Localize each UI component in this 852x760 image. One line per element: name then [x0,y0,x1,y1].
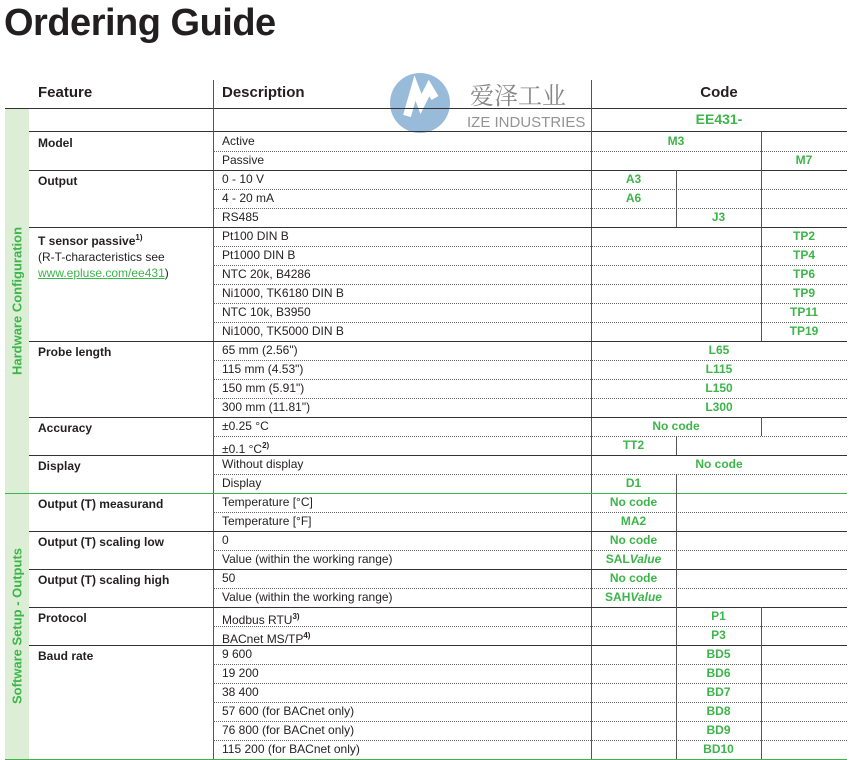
text: Pt1000 DIN B [222,248,296,262]
code-cell [591,474,676,493]
text: Value [630,590,662,604]
text: 300 mm (11.81") [222,400,311,414]
code-column-divider [761,265,762,284]
code-column-divider [761,626,762,645]
text: 9 600 [222,647,253,661]
description-cell [222,360,587,379]
text: BD6 [706,666,731,680]
feature-label [38,135,210,151]
description-cell [222,246,587,265]
code-cell [761,246,847,265]
code-cell [591,550,676,569]
text: TP6 [792,267,815,281]
code-cell [761,664,847,683]
code-column-divider [761,645,762,664]
text: A3 [625,172,642,186]
description-cell [222,702,587,721]
code-cell [591,436,676,455]
code-column-divider [676,626,677,645]
text: 4 - 20 mA [222,191,275,205]
text: SAH [605,590,631,604]
text: Modbus RTU [222,613,293,627]
text: BD9 [706,723,731,737]
text: Without display [222,457,304,471]
feature-label [38,572,210,588]
code-column-divider [676,512,677,531]
text: L300 [705,400,733,414]
code-cell [591,151,761,170]
description-cell [222,170,587,189]
code-cell [591,208,676,227]
description-cell [222,303,587,322]
code-cell [591,664,676,683]
header-feature: Feature [38,84,93,101]
description-cell [222,265,587,284]
code-cell [591,588,676,607]
feature-label [38,610,210,626]
code-column-divider [676,683,677,702]
code-cell [591,398,847,417]
section-band [5,493,29,759]
code-cell [591,645,676,664]
code-cell [591,227,761,246]
description-cell [222,493,587,512]
code-cell [761,322,847,341]
code-column-divider [761,702,762,721]
code-cell [761,208,847,227]
text: RS485 [222,210,259,224]
text: No code [609,495,658,509]
code-cell [676,474,847,493]
code-cell [591,341,847,360]
text: TP19 [789,324,819,338]
code-column-divider [676,588,677,607]
code-cell [676,550,847,569]
text: 115 200 (for BACnet only) [222,742,360,756]
product-code: EE431- [695,111,743,127]
text: D1 [625,476,642,490]
text: Output (T) scaling low [38,535,164,549]
text: 150 mm (5.91") [222,381,305,395]
code-cell [761,721,847,740]
text: TP2 [792,229,815,243]
code-cell [676,531,847,550]
code-cell [761,740,847,759]
code-cell [676,626,761,645]
text: ±0.25 °C [222,419,269,433]
code-column-divider [761,151,762,170]
text: Probe length [38,345,112,359]
code-cell [676,683,761,702]
code-cell [761,702,847,721]
code-column-divider [761,740,762,759]
description-cell [222,550,587,569]
code-cell [761,417,847,436]
text: 0 - 10 V [222,172,265,186]
description-cell [222,512,587,531]
code-column-divider [676,493,677,512]
description-cell [222,227,587,246]
text: Ni1000, TK5000 DIN B [222,324,344,338]
text: Pt100 DIN B [222,229,289,243]
text: Output (T) measurand [38,497,164,511]
feature-label [38,648,210,664]
text: Ni1000, TK6180 DIN B [222,286,344,300]
text: Output [38,174,78,188]
text: MA2 [620,514,647,528]
text: T sensor passive [38,234,136,248]
code-column-divider [761,227,762,246]
code-cell [591,683,676,702]
code-cell [761,189,847,208]
code-column-divider [761,721,762,740]
column-divider [213,80,214,759]
code-cell [676,588,847,607]
description-cell [222,740,587,759]
code-cell [591,379,847,398]
description-cell [222,322,587,341]
code-cell [761,303,847,322]
code-column-divider [676,569,677,588]
description-cell [222,721,587,740]
text: 50 [222,571,236,585]
text: 19 200 [222,666,259,680]
text: (R-T-characteristics see [38,250,165,264]
text: P3 [711,628,726,642]
code-cell [591,493,676,512]
code-column-divider [761,170,762,189]
section-label: Software Setup - Outputs [9,548,25,704]
text: 65 mm (2.56") [222,343,298,357]
code-cell [676,702,761,721]
description-cell [222,474,587,493]
section-label: Hardware Configuration [9,226,25,375]
footnote-ref: 4) [303,631,311,640]
code-cell [676,645,761,664]
feature-label [38,496,210,512]
text: M3 [667,134,685,148]
code-column-divider [676,208,677,227]
watermark-en: IZE INDUSTRIES [467,114,586,131]
text: BACnet MS/TP [222,632,304,646]
code-column-divider [761,132,762,151]
description-cell [222,398,587,417]
code-cell [676,512,847,531]
code-cell [591,626,676,645]
text: Value (within the working range) [222,552,393,566]
code-cell [591,569,676,588]
description-cell [222,132,587,151]
code-cell [676,208,761,227]
text: P1 [711,609,726,623]
code-column-divider [676,721,677,740]
text: 0 [222,533,229,547]
text: ) [164,266,169,280]
text: No code [609,571,658,585]
text: SAL [605,552,630,566]
code-cell [676,607,761,626]
text: Passive [222,153,265,167]
description-cell [222,341,587,360]
text: NTC 20k, B4286 [222,267,311,281]
code-cell [591,322,761,341]
code-column-divider [676,550,677,569]
text: TT2 [622,438,645,452]
text: TP4 [792,248,815,262]
code-cell [591,189,676,208]
code-cell [676,740,761,759]
watermark-cn: 爱泽工业 [470,82,566,110]
code-column-divider [761,664,762,683]
text: Model [38,136,73,150]
text: No code [609,533,658,547]
code-column-divider [676,607,677,626]
code-column-divider [761,683,762,702]
description-cell [222,455,587,474]
code-cell [761,227,847,246]
text: No code [652,419,700,433]
code-cell [591,740,676,759]
text: Display [38,459,81,473]
code-cell [676,436,847,455]
code-column-divider [761,208,762,227]
text: 115 mm (4.53") [222,362,304,376]
code-cell [591,512,676,531]
text: L65 [708,343,730,357]
code-cell [591,246,761,265]
code-cell [761,284,847,303]
description-cell [222,683,587,702]
text: 57 600 (for BACnet only) [222,704,355,718]
text: A6 [625,191,642,205]
feature-label [38,173,210,189]
code-column-divider [761,284,762,303]
code-cell [591,132,761,151]
description-cell [222,189,587,208]
text: BD5 [706,647,731,661]
text: Baud rate [38,649,94,663]
code-cell [761,265,847,284]
feature-label [38,230,210,281]
description-cell [222,417,587,436]
code-cell [676,493,847,512]
text: BD10 [703,742,734,756]
text: Accuracy [38,421,93,435]
code-column-divider [676,170,677,189]
text: Temperature [°C] [222,495,313,509]
code-cell [591,284,761,303]
text: BD8 [706,704,731,718]
code-column-divider [761,322,762,341]
code-cell [591,531,676,550]
text: 76 800 (for BACnet only) [222,723,355,737]
code-cell [591,721,676,740]
description-cell [222,645,587,664]
feature-label [38,344,210,360]
footnote-ref: 2) [262,441,270,450]
text: Display [222,476,262,490]
description-cell [222,664,587,683]
code-cell [761,132,847,151]
text: Protocol [38,611,87,625]
code-cell [761,645,847,664]
code-cell [591,170,676,189]
code-cell [676,569,847,588]
code-cell [591,360,847,379]
code-cell [676,664,761,683]
code-column-divider [761,189,762,208]
text: L115 [705,362,733,376]
description-cell [222,531,587,550]
code-column-divider [676,740,677,759]
header-code: Code [700,84,738,101]
text: 38 400 [222,685,259,699]
code-column-divider [761,303,762,322]
text: Temperature [°F] [222,514,312,528]
code-column-divider [676,531,677,550]
footnote-ref: 1) [135,233,143,242]
code-cell [761,607,847,626]
description-cell [222,284,587,303]
code-cell [676,170,761,189]
code-column-divider [761,246,762,265]
code-column-divider [761,417,762,436]
text: TP9 [792,286,815,300]
text: Value (within the working range) [222,590,393,604]
epluse-link[interactable]: www.epluse.com/ee431 [38,266,165,280]
text: Value [629,552,662,566]
code-cell [761,683,847,702]
header-divider [5,108,847,109]
code-cell [761,626,847,645]
text: No code [695,457,743,471]
code-cell [761,170,847,189]
code-column-divider [676,189,677,208]
text: Active [222,134,255,148]
text: BD7 [706,685,731,699]
code-column-divider [676,702,677,721]
code-cell [591,455,847,474]
code-column-divider [676,645,677,664]
page-title: Ordering Guide [4,2,276,44]
footnote-ref: 3) [292,612,300,621]
text: TP11 [789,305,819,319]
text: Output (T) scaling high [38,573,170,587]
description-cell [222,569,587,588]
text: NTC 10k, B3950 [222,305,311,319]
code-cell [676,721,761,740]
description-cell [222,208,587,227]
feature-label [38,420,210,436]
code-column-divider [676,474,677,493]
code-cell [591,265,761,284]
code-cell [591,303,761,322]
description-cell [222,588,587,607]
code-cell [761,151,847,170]
header-description: Description [222,84,305,101]
section-band [5,108,29,493]
code-cell [591,417,761,436]
text: M7 [795,153,813,167]
code-cell [591,702,676,721]
feature-label [38,458,210,474]
description-cell [222,151,587,170]
feature-label [38,534,210,550]
code-cell [676,189,761,208]
code-cell [591,607,676,626]
code-column-divider [676,436,677,455]
text: L150 [705,381,733,395]
text: J3 [711,210,726,224]
code-column-divider [676,664,677,683]
text: ±0.1 °C [222,442,263,456]
code-column-divider [761,607,762,626]
description-cell [222,379,587,398]
